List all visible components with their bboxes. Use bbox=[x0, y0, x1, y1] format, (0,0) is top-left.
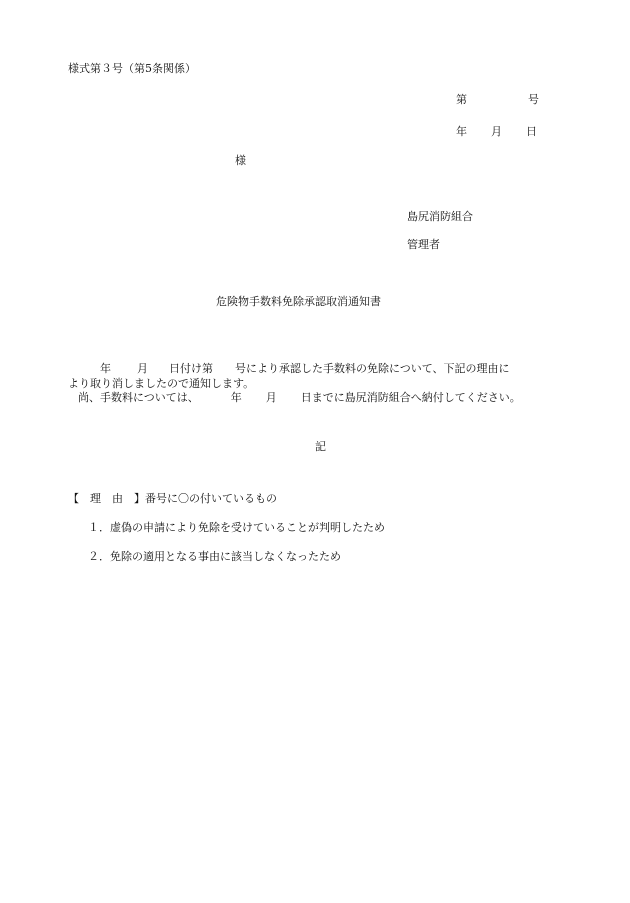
body-line3-end: 日までに島尻消防組合へ納付してください。 bbox=[300, 391, 521, 404]
issuer-title: 管理者 bbox=[407, 238, 440, 251]
date-month: 月 bbox=[491, 125, 502, 138]
body-paragraph bbox=[68, 362, 548, 406]
reason-header: 【 理 由 】番号に〇の付いているもの bbox=[68, 492, 277, 505]
document-title: 危険物手数料免除承認取消通知書 bbox=[216, 295, 381, 308]
form-label: 様式第３号（第5条関係） bbox=[68, 62, 196, 75]
body-month: 月 bbox=[137, 362, 148, 375]
body-line-3 bbox=[68, 391, 548, 406]
body-line-1 bbox=[68, 362, 548, 377]
issuer-organization: 島尻消防組合 bbox=[407, 210, 473, 223]
body-line3-year: 年 bbox=[230, 391, 242, 404]
number-suffix: 号 bbox=[528, 93, 539, 106]
body-year: 年 bbox=[100, 362, 111, 375]
date-day: 日 bbox=[526, 125, 537, 138]
reason-item-1: １．虚偽の申請により免除を受けていることが判明したため bbox=[88, 521, 385, 534]
date-year: 年 bbox=[456, 125, 467, 138]
body-line-2: より取り消しましたので通知します。 bbox=[68, 376, 255, 390]
body-day-text: 日付け第 bbox=[169, 362, 213, 375]
reason-item-2: ２．免除の適用となる事由に該当しなくなったため bbox=[88, 550, 341, 563]
body-line3-month: 月 bbox=[265, 391, 277, 404]
ki-heading: 記 bbox=[315, 440, 326, 453]
body-num-text: 号により承認した手数料の免除について、下記の理由に bbox=[235, 362, 510, 375]
addressee-suffix: 様 bbox=[235, 154, 246, 167]
number-prefix: 第 bbox=[456, 93, 467, 106]
body-line3-start: 尚、手数料については、 bbox=[78, 391, 199, 404]
